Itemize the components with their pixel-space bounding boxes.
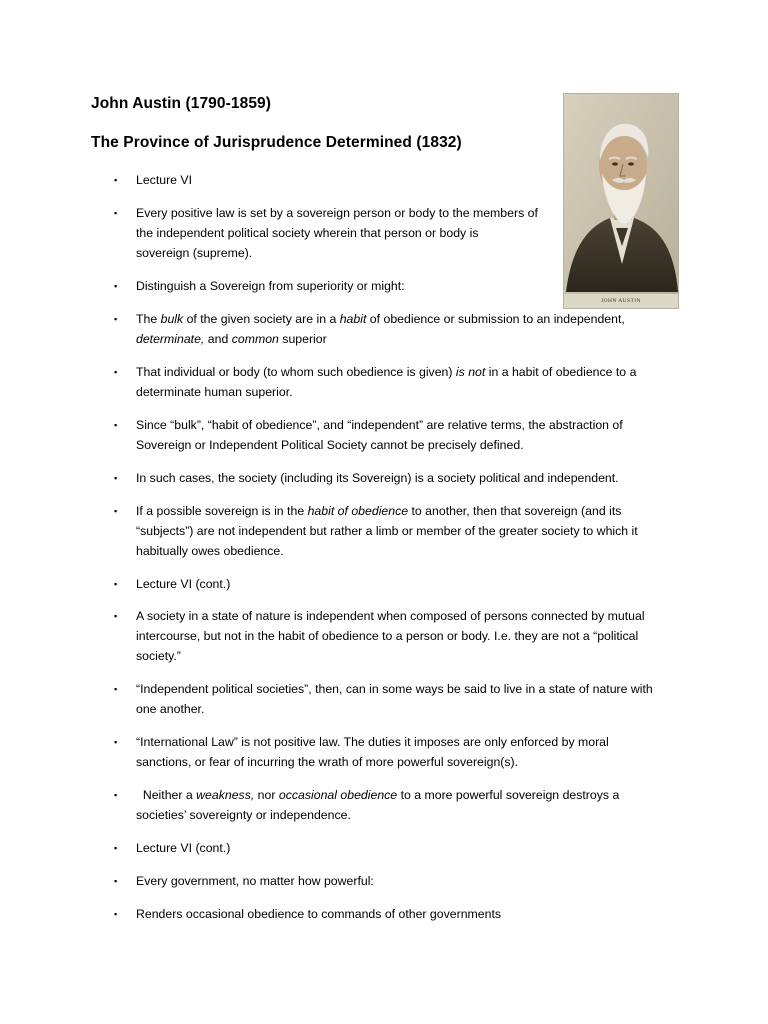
list-item-line: Distinguish a Sovereign from superiority or might: (136, 279, 405, 293)
list-item-line: the independent political society wherein that person or body is (136, 226, 479, 240)
bullet-icon (114, 679, 117, 699)
list-item (136, 904, 501, 924)
list-item (136, 468, 619, 488)
emphasis-habit-of-obedience: habit of obedience (307, 504, 409, 518)
bullet-icon (114, 606, 117, 626)
list-item-line: “subjects”) are not independent but rather a limb or member of the greater society to which it (136, 524, 638, 538)
text-run: to another, then that sovereign (and its (408, 504, 622, 518)
bullet-icon (114, 574, 117, 594)
emphasis-common: common (231, 332, 279, 346)
bullet-icon (114, 785, 117, 805)
list-item-line: intercourse, but not in the habit of obedience to a person or body. I.e. they are not a “political (136, 629, 639, 643)
list-item-line: Lecture VI (136, 173, 193, 187)
emphasis-is-not: is not (455, 365, 486, 379)
text-run: The (136, 312, 161, 326)
list-item-line: In such cases, the society (including its Sovereign) is a society political and independent. (136, 471, 619, 485)
list-item-line: sovereign (supreme). (136, 246, 253, 260)
emphasis-habit: habit (339, 312, 367, 326)
list-item-line (136, 309, 625, 329)
text-run: and (204, 332, 232, 346)
list-item-line: Lecture VI (cont.) (136, 577, 231, 591)
list-item-line: one another. (136, 702, 205, 716)
list-item (136, 871, 374, 891)
text-run: to a more powerful sovereign destroys a (397, 788, 620, 802)
list-item (136, 309, 625, 349)
list-item (136, 501, 638, 561)
portrait-caption: JOHN AUSTIN (601, 298, 641, 304)
list-item-line: Every government, no matter how powerful: (136, 874, 374, 888)
text-run: That individual or body (to whom such obedience is given) (136, 365, 456, 379)
list-item-line: habitually owes obedience. (136, 544, 284, 558)
text-run: in a habit of obedience to a (485, 365, 637, 379)
bullet-icon (114, 904, 117, 924)
list-item (136, 838, 230, 858)
list-item-line (136, 501, 638, 521)
list-item (136, 574, 230, 594)
list-item-line: Renders occasional obedience to commands of other governments (136, 907, 502, 921)
list-item (136, 362, 636, 402)
text-run: Neither a (136, 788, 197, 802)
bullet-icon (114, 170, 117, 190)
list-item (136, 170, 192, 190)
list-item-line: Every positive law is set by a sovereign person or body to the members of (136, 206, 538, 220)
list-item (136, 606, 645, 666)
bullet-icon (114, 362, 117, 382)
bullet-icon (114, 276, 117, 296)
bullet-icon (114, 309, 117, 329)
text-run: nor (254, 788, 279, 802)
list-item-line (136, 785, 619, 805)
list-item-line: sanctions, or fear of incurring the wrath of more powerful sovereign(s). (136, 755, 519, 769)
list-item-line: determinate human superior. (136, 385, 293, 399)
author-portrait (563, 93, 679, 309)
list-item (136, 276, 405, 296)
emphasis-weakness: weakness, (196, 788, 255, 802)
list-item (136, 203, 538, 263)
bullet-icon (114, 203, 117, 223)
bullet-icon (114, 871, 117, 891)
list-item-line: “Independent political societies”, then, can in some ways be said to live in a state of nature with (136, 682, 653, 696)
bullet-icon (114, 501, 117, 521)
emphasis-occasional-obedience: occasional obedience (278, 788, 398, 802)
list-item-line: A society in a state of nature is independent when composed of persons connected by mutual (136, 609, 645, 623)
emphasis-bulk: bulk (160, 312, 184, 326)
portrait-illustration (564, 94, 679, 309)
list-item (136, 415, 623, 455)
list-item-line: Sovereign or Independent Political Society cannot be precisely defined. (136, 438, 524, 452)
bullet-icon (114, 468, 117, 488)
work-title-heading: The Province of Jurisprudence Determined (1832) (91, 134, 462, 151)
text-run: superior (278, 332, 327, 346)
bullet-icon (114, 732, 117, 752)
list-item-line: Lecture VI (cont.) (136, 841, 231, 855)
list-item (136, 732, 609, 772)
bullet-icon (114, 838, 117, 858)
list-item-line: Since “bulk”, “habit of obedience”, and “independent” are relative terms, the abstraction of (136, 418, 623, 432)
author-heading: John Austin (1790-1859) (91, 95, 272, 112)
text-run: of obedience or submission to an independent, (366, 312, 625, 326)
text-run: of the given society are in a (183, 312, 340, 326)
list-item-line: societies’ sovereignty or independence. (136, 808, 351, 822)
emphasis-determinate: determinate, (136, 332, 205, 346)
text-run: If a possible sovereign is in the (136, 504, 308, 518)
list-item-line: society.” (136, 649, 181, 663)
bullet-icon (114, 415, 117, 435)
list-item-line (136, 362, 636, 382)
list-item-line: “International Law” is not positive law. The duties it imposes are only enforced by moral (136, 735, 609, 749)
list-item (136, 785, 619, 825)
list-item (136, 679, 653, 719)
list-item-line (136, 329, 625, 349)
